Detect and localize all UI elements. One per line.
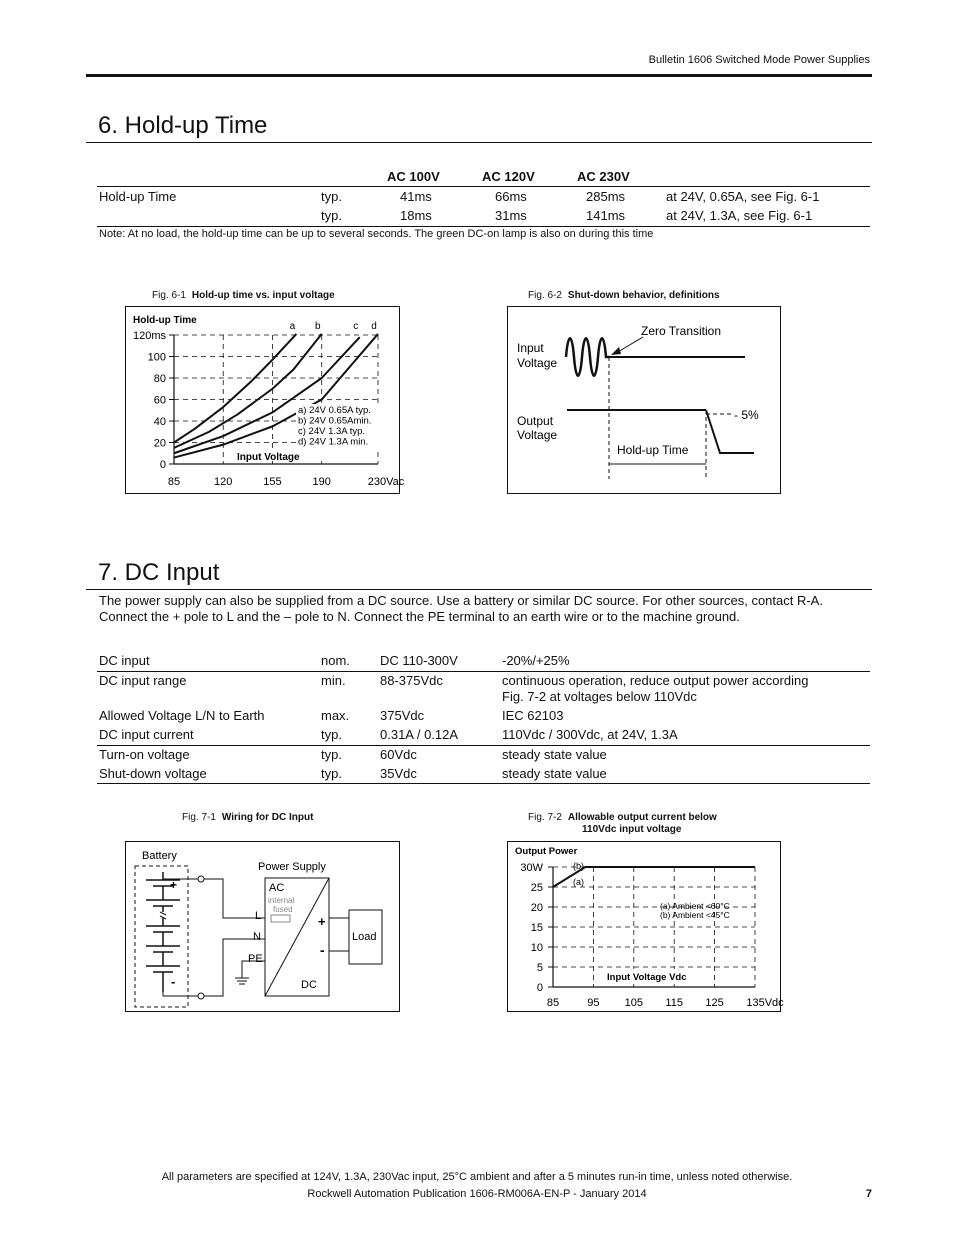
battery-plus-label: + <box>170 878 178 892</box>
curve-b-mark: (b) <box>573 861 584 871</box>
fig-7-1-caption <box>182 812 313 823</box>
x-tick-label: 155 <box>263 476 282 488</box>
y-tick-label: 5 <box>536 962 543 974</box>
curve-letter: a <box>289 321 296 332</box>
row-value: 35Vdc <box>380 766 417 781</box>
row-label: Turn-on voltage <box>99 747 190 762</box>
row-v1: 18ms <box>400 208 432 223</box>
input-label-line2: Voltage <box>517 356 558 370</box>
footer-note: All parameters are specified at 124V, 1.3A, 230Vac input, 25°C ambient and after a 5 minutes run-in time, unless noted otherwise. <box>161 1171 793 1183</box>
fig-6-2-caption <box>528 290 720 301</box>
battery-box <box>135 866 188 1007</box>
y-tick-label: 60 <box>153 394 166 407</box>
row-comment: continuous operation, reduce output power according <box>502 673 809 688</box>
fused-label: fused <box>273 905 293 914</box>
table-rule <box>97 226 870 227</box>
x-tick-label: 125 <box>705 997 724 1009</box>
y-tick-labels <box>133 330 167 471</box>
ground-icon <box>235 978 249 984</box>
fig-7-2-chart <box>507 841 784 1012</box>
x-tick-label: 135Vdc <box>746 997 784 1009</box>
y-axis-title: Output Power <box>515 846 578 857</box>
row-v2: 31ms <box>495 208 527 223</box>
dc-label: DC <box>301 979 317 991</box>
x-tick-label: 95 <box>587 997 600 1009</box>
x-tick-label: 85 <box>546 997 560 1009</box>
wiring-diagram-svg <box>126 842 399 1011</box>
y-tick-label: 0 <box>536 982 543 994</box>
row-label: DC input range <box>99 673 187 688</box>
output-power-chart-svg <box>508 842 784 1011</box>
row-comment: IEC 62103 <box>502 708 564 723</box>
input-sine-wave <box>566 338 609 376</box>
internal-label: internal <box>268 896 295 905</box>
col-header-ac100: AC 100V <box>387 169 440 184</box>
minus5-label: - 5% <box>734 408 759 422</box>
minus-terminal <box>198 993 204 999</box>
curve-a-mark: (a) <box>573 877 584 887</box>
table-rule <box>97 783 870 784</box>
x-tick-label: 85 <box>167 476 181 488</box>
row-comment-line2: Fig. 7-2 at voltages below 110Vdc <box>502 689 697 704</box>
y-axis-title: Hold-up Time <box>133 315 197 326</box>
chart-legend <box>296 404 384 448</box>
row-value: 88-375Vdc <box>380 673 443 688</box>
fuse-icon <box>271 915 290 922</box>
x-tick-label: 190 <box>312 476 331 488</box>
page-header-title: Bulletin 1606 Switched Mode Power Supplies <box>648 54 870 66</box>
row-label: Hold-up Time <box>99 189 177 204</box>
row-comment: 110Vdc / 300Vdc, at 24V, 1.3A <box>502 727 678 742</box>
x-axis-title: Input Voltage Vdc <box>607 972 687 983</box>
output-plus-label: + <box>318 914 326 929</box>
fig-6-2-diagram <box>507 306 781 494</box>
row-cond: typ. <box>321 727 342 742</box>
fig-title: Allowable output current below <box>567 812 717 823</box>
table-rule <box>97 745 870 746</box>
col-header-ac230: AC 230V <box>577 169 630 184</box>
curve-letter: d <box>371 321 377 332</box>
zero-transition-arrow <box>616 337 643 353</box>
holdup-label: Hold-up Time <box>617 443 689 457</box>
y-tick-label: 30W <box>520 862 543 874</box>
output-label-line1: Output <box>517 414 554 428</box>
holdup-note: Note: At no load, the hold-up time can be up to several seconds. The green DC-on lamp is also on during this time <box>99 228 654 240</box>
row-label: DC input current <box>99 727 194 742</box>
footer-publication: Rockwell Automation Publication 1606-RM006A-EN-P - January 2014 <box>307 1188 647 1200</box>
fig-number: Fig. 6-2 <box>528 290 562 301</box>
plus-terminal <box>198 876 204 882</box>
pe-terminal-label: PE <box>248 953 263 965</box>
x-tick-label: 230Vac <box>367 476 405 488</box>
battery-label: Battery <box>142 850 177 862</box>
l-terminal-label: L <box>255 910 262 922</box>
row-label: Allowed Voltage L/N to Earth <box>99 708 265 723</box>
fig-number: Fig. 7-2 <box>528 812 562 823</box>
section-7-title: 7. DC Input <box>98 559 220 586</box>
fig-7-1-wiring <box>125 841 400 1012</box>
legend-entry: d) 24V 1.3A min. <box>298 436 369 448</box>
curve-letter: b <box>314 321 321 332</box>
legend-entry: b) 24V 0.65Amin. <box>298 415 372 427</box>
curve-a <box>174 334 296 443</box>
y-tick-label: 20 <box>153 437 166 450</box>
ac-label: AC <box>269 882 285 894</box>
fig-title: Hold-up time vs. input voltage <box>191 290 335 301</box>
table-rule <box>97 186 870 187</box>
row-v3: 141ms <box>586 208 626 223</box>
legend-b: (b) Ambient <45°C <box>660 910 730 920</box>
row-comment: at 24V, 0.65A, see Fig. 6-1 <box>666 189 820 204</box>
x-tick-label: 115 <box>665 997 683 1009</box>
fig-7-2-caption <box>528 812 717 823</box>
input-label-line1: Input <box>517 341 544 355</box>
dc-input-intro: The power supply can also be supplied from a DC source. Use a battery or similar DC source. For other sources, contact R-A. Connect the + pole to L and the – pole to N. Connect the PE terminal to an earth wire or to the machine ground. <box>99 593 823 624</box>
legend-entry: a) 24V 0.65A typ. <box>298 405 371 416</box>
y-tick-label: 120ms <box>132 330 166 342</box>
output-minus-label: - <box>320 942 325 958</box>
battery-minus-label: - <box>171 974 176 989</box>
row-value: DC 110-300V <box>380 653 458 668</box>
arrow-head-icon <box>611 347 621 355</box>
x-tick-labels <box>168 476 405 488</box>
shutdown-diagram-svg <box>508 307 780 493</box>
fig-number: Fig. 7-1 <box>182 812 216 823</box>
y-tick-label: 100 <box>147 351 166 364</box>
y-tick-labels <box>520 862 543 994</box>
fig-7-2-caption-line2: 110Vdc input voltage <box>582 824 682 835</box>
row-value: 60Vdc <box>380 747 417 762</box>
y-tick-label: 40 <box>153 416 166 428</box>
y-tick-label: 25 <box>530 882 543 894</box>
row-label: Shut-down voltage <box>99 766 207 781</box>
row-comment: at 24V, 1.3A, see Fig. 6-1 <box>666 208 813 223</box>
fig-title: Wiring for DC Input <box>221 812 314 823</box>
wire-to-n <box>204 939 265 996</box>
y-tick-label: 10 <box>530 942 543 954</box>
row-v1: 41ms <box>400 189 432 204</box>
x-tick-label: 120 <box>214 476 233 488</box>
fig-6-1-chart <box>125 306 405 494</box>
row-cond: nom. <box>321 653 350 668</box>
holdup-chart-svg <box>126 307 405 493</box>
legend-entry: c) 24V 1.3A typ. <box>298 426 366 437</box>
fig-title: Shut-down behavior, definitions <box>567 290 720 301</box>
legend-a: (a) Ambient <60°C <box>660 901 730 911</box>
row-v3: 285ms <box>586 189 626 204</box>
row-value: 375Vdc <box>380 708 425 723</box>
fig-6-1-caption <box>152 290 335 301</box>
row-comment: -20%/+25% <box>502 653 570 668</box>
row-cond: typ. <box>321 208 342 223</box>
section-6-rule <box>86 142 872 143</box>
row-cond: max. <box>321 708 350 723</box>
row-v2: 66ms <box>495 189 527 204</box>
x-tick-labels <box>547 997 784 1009</box>
row-cond: typ. <box>321 189 342 204</box>
output-label-line2: Voltage <box>517 428 558 442</box>
power-supply-label: Power Supply <box>258 861 326 873</box>
load-label: Load <box>352 931 377 943</box>
y-tick-label: 80 <box>153 373 166 385</box>
table-rule <box>97 671 870 672</box>
col-header-ac120: AC 120V <box>482 169 535 184</box>
row-cond: typ. <box>321 747 342 762</box>
battery-break <box>160 912 166 915</box>
y-tick-label: 20 <box>530 902 543 914</box>
row-value: 0.31A / 0.12A <box>380 727 459 742</box>
row-comment: steady state value <box>502 747 607 762</box>
row-comment: steady state value <box>502 766 607 781</box>
curve-letters <box>290 321 377 332</box>
n-terminal-label: N <box>253 931 261 943</box>
zero-transition-label: Zero Transition <box>641 324 722 338</box>
x-tick-label: 105 <box>624 997 643 1009</box>
page-number: 7 <box>865 1188 872 1200</box>
row-label: DC input <box>99 653 150 668</box>
section-6-title: 6. Hold-up Time <box>98 112 268 139</box>
row-cond: typ. <box>321 766 342 781</box>
y-tick-label: 0 <box>159 459 166 471</box>
section-7-rule <box>86 589 872 590</box>
x-axis-title: Input Voltage <box>237 452 300 463</box>
curve-letter: c <box>353 321 359 332</box>
y-tick-label: 15 <box>530 922 543 934</box>
row-cond: min. <box>321 673 346 688</box>
header-rule <box>86 74 872 77</box>
fig-number: Fig. 6-1 <box>152 290 186 301</box>
